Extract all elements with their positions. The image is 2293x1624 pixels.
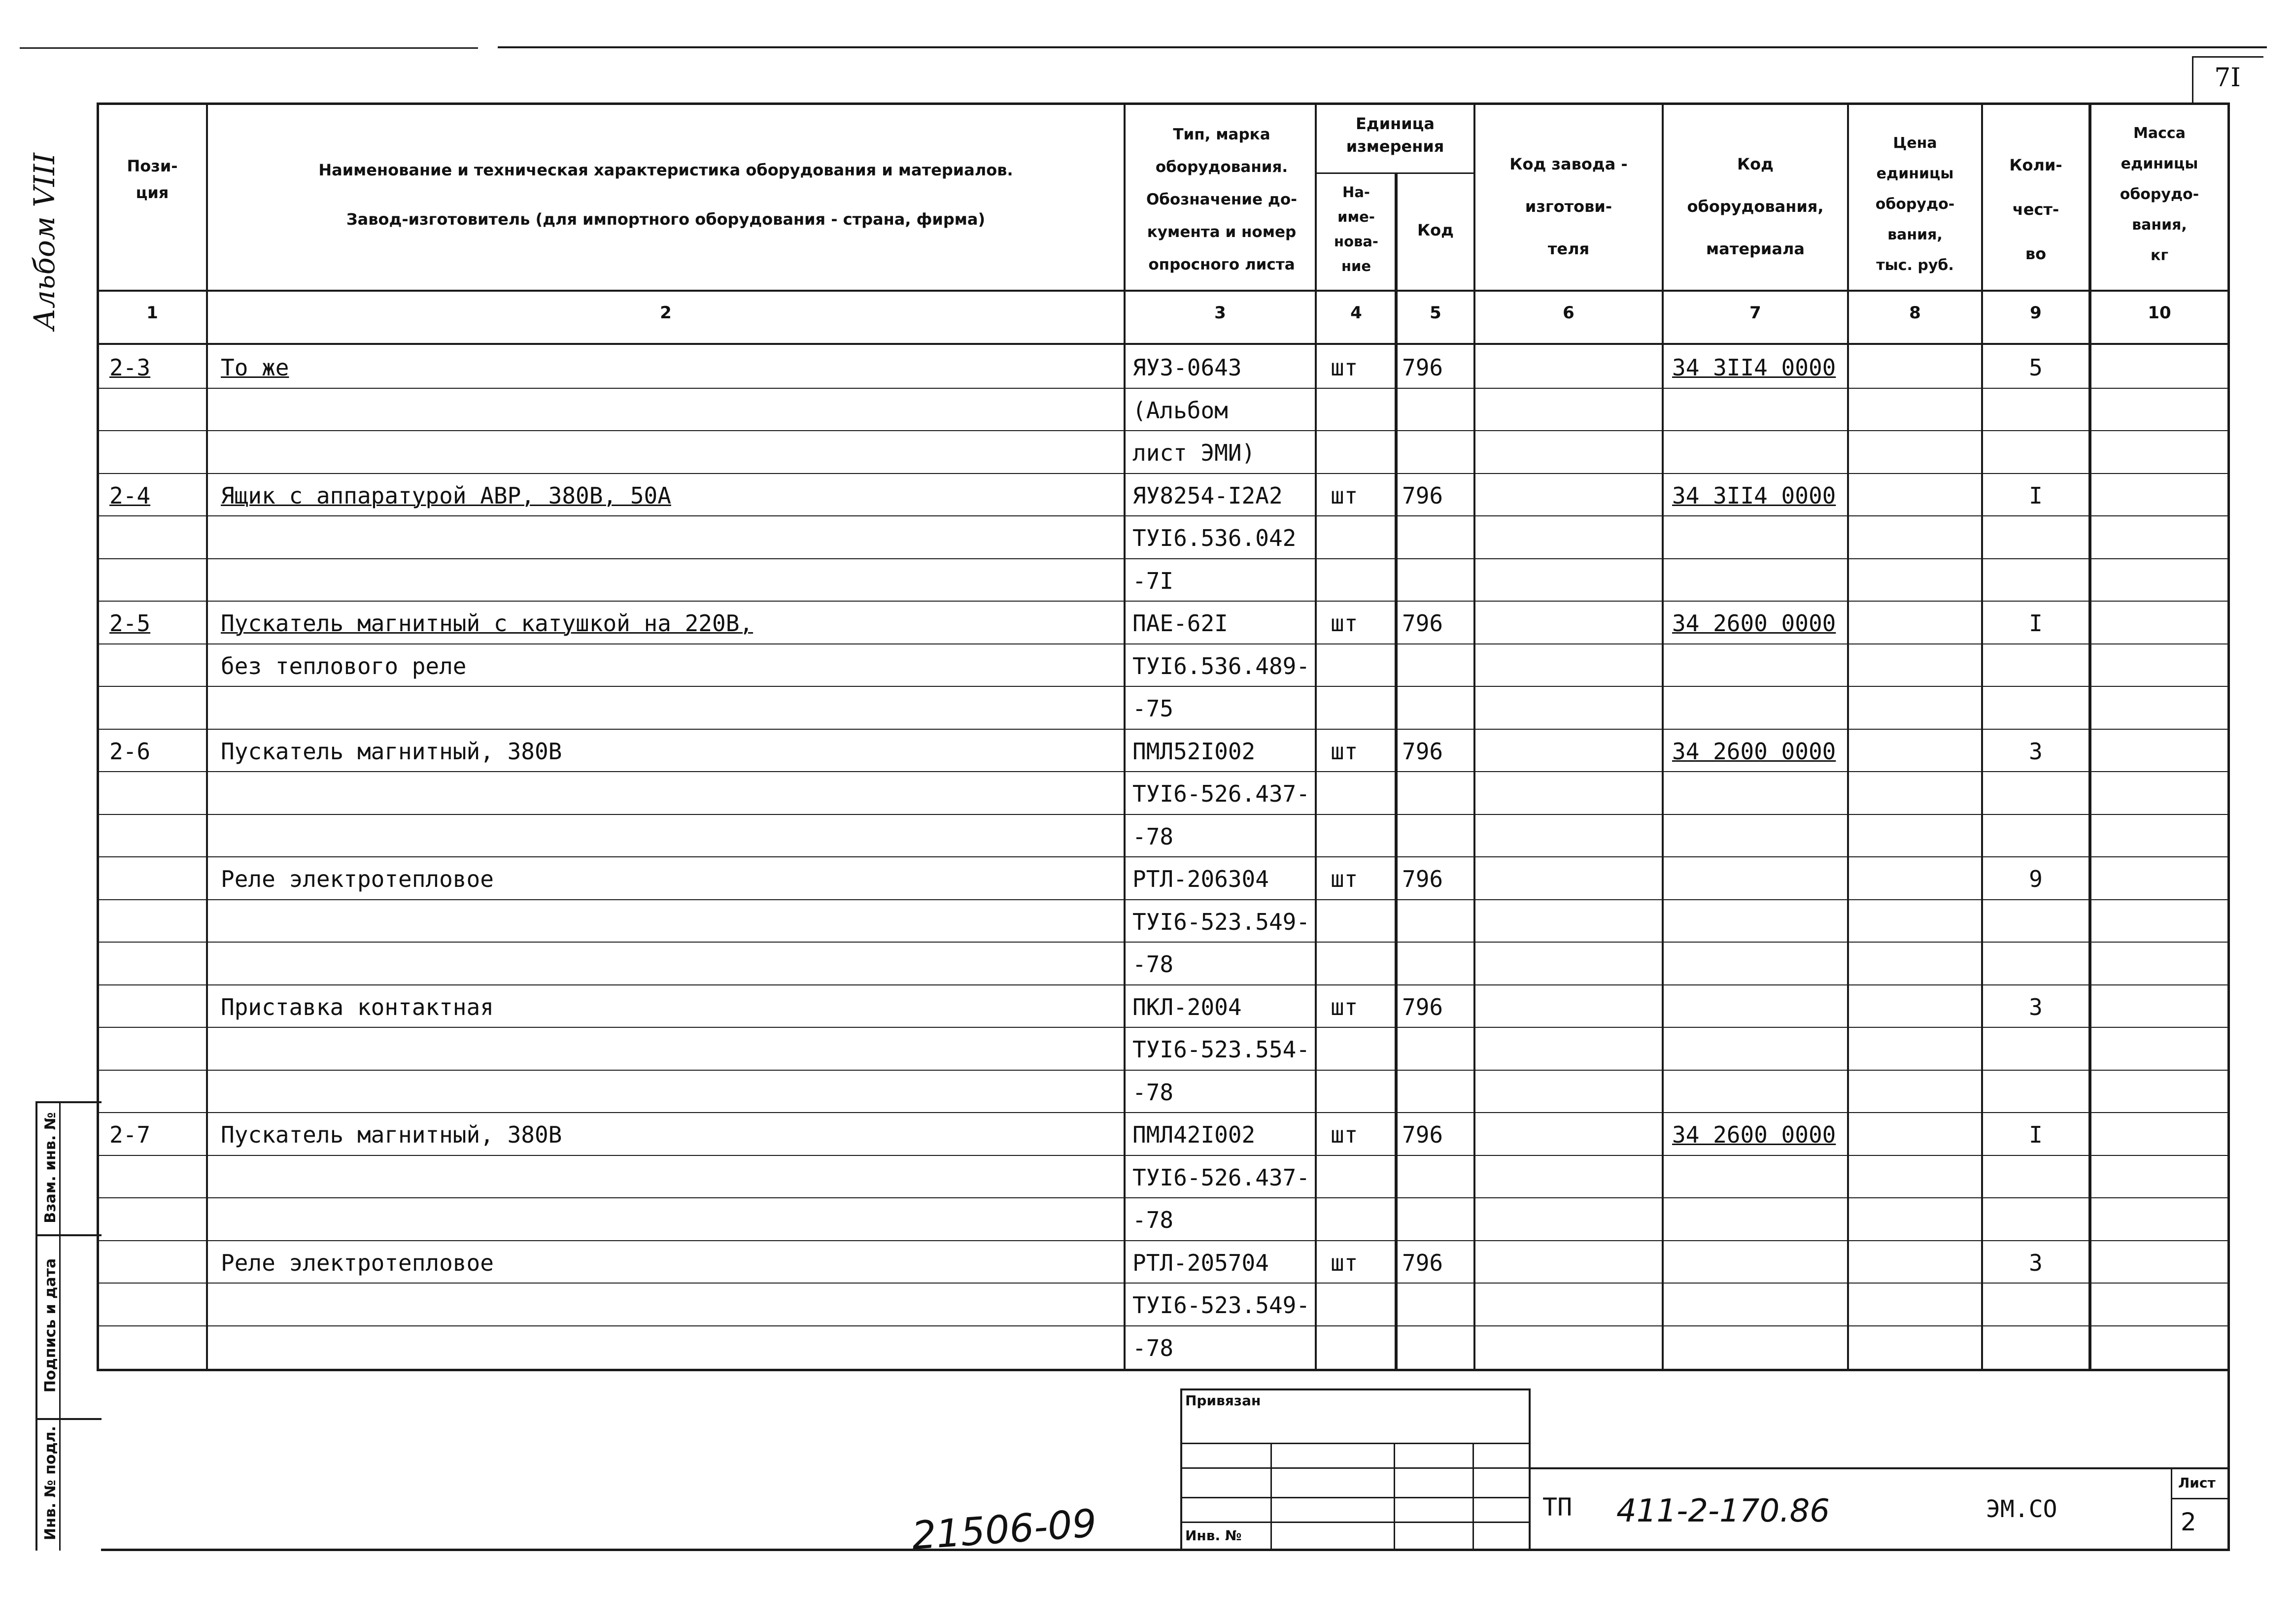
page-number: 7I [2214,63,2241,93]
row-equip: 34 2600 0000 [1672,610,1836,637]
header-unit-name: На- име- нова- ние [1334,184,1378,274]
row-type: ПКЛ-2004 [1132,993,1242,1020]
colnum-5: 5 [1430,303,1441,323]
header-unit: Единица измерения [1346,114,1444,156]
row-unit: шт [1331,610,1358,637]
row-type: РТЛ-206304 [1132,866,1269,892]
stamp-sheet-label: Лист [2178,1475,2216,1491]
header-type: Тип, марка оборудования. Обозначение до- кумента и номер опросного листа [1146,126,1298,273]
colnum-2: 2 [660,303,672,323]
colnum-6: 6 [1563,303,1574,323]
stamp-sheet-number: 2 [2181,1508,2196,1536]
row-code: 796 [1402,738,1443,765]
row-type: ПМЛ42I002 [1132,1121,1256,1148]
row-type: ТУI6-526.437- [1132,780,1310,807]
row-name: Приставка контактная [221,993,494,1020]
row-name: Ящик с аппаратурой АВР, 380В, 50А [221,482,671,509]
row-code: 796 [1402,482,1443,509]
colnum-4: 4 [1350,303,1362,323]
row-type: ТУI6-523.549- [1132,1292,1310,1319]
row-code: 796 [1402,610,1443,637]
side-label-signature: Подпись и дата [42,1258,59,1393]
header-quantity: Коли- чест- во [2009,156,2062,263]
row-type: ТУI6-523.549- [1132,908,1310,935]
stamp-sheet-code: ЭМ.СО [1986,1495,2057,1523]
row-qty: 3 [2029,1249,2043,1276]
row-type: -75 [1132,695,1174,722]
header-unit-code: Код [1417,221,1454,239]
colnum-8: 8 [1909,303,1921,323]
row-qty: 3 [2029,738,2043,765]
row-equip: 34 2600 0000 [1672,1121,1836,1148]
row-name: Пускатель магнитный, 380В [221,1121,562,1148]
row-name: Пускатель магнитный, 380В [221,738,562,765]
row-type: -78 [1132,951,1174,978]
row-name: Пускатель магнитный с катушкой на 220В, [221,610,753,637]
header-name: Наименование и техническая характеристика оборудования и материалов. Завод-изготовитель (для импортного оборудования - страна, фирма) [318,161,1013,229]
side-label-original: Инв. № подл. [42,1425,59,1541]
row-code: 796 [1402,1249,1443,1276]
row-code: 796 [1402,1121,1443,1148]
row-type: РТЛ-205704 [1132,1249,1269,1276]
side-label-replacement: Взам. инв. № [42,1112,59,1223]
row-equip: 34 2600 0000 [1672,738,1836,765]
stamp-privyazan: Привязан [1185,1392,1261,1409]
header-price: Цена единицы оборудо- вания, тыс. руб. [1875,135,1955,274]
stamp-tp-label: ТП [1542,1493,1573,1522]
row-type: -7I [1132,567,1174,594]
row-code: 796 [1402,993,1443,1020]
row-type: -78 [1132,1079,1174,1106]
handwritten-number: 21506-09 [910,1501,1098,1558]
row-type: ЯУЗ-0643 [1132,354,1242,381]
row-type: -78 [1132,1207,1174,1233]
row-type: ПАЕ-62I [1132,610,1228,637]
row-type: лист ЭМИ) [1132,440,1256,466]
row-pos: 2-4 [109,482,151,509]
row-type: -78 [1132,1334,1174,1361]
row-type: ПМЛ52I002 [1132,738,1256,765]
row-qty: I [2029,482,2043,509]
row-type: -78 [1132,823,1174,850]
row-pos: 2-6 [109,738,151,765]
row-type: ТУI6.536.042 [1132,525,1297,551]
row-type: (Альбом [1132,397,1228,424]
colnum-9: 9 [2030,303,2042,323]
colnum-10: 10 [2148,303,2171,323]
header-factory-code: Код завода - изготови- теля [1509,155,1628,258]
row-unit: шт [1331,738,1358,765]
header-mass: Масса единицы оборудо- вания, кг [2120,125,2199,264]
row-unit: шт [1331,354,1358,381]
row-name: То же [221,354,289,381]
row-qty: I [2029,1121,2043,1148]
row-qty: 5 [2029,354,2043,381]
album-label: Альбом VIII [28,153,61,330]
row-unit: шт [1331,482,1358,509]
row-name: Реле электротепловое [221,866,494,892]
row-type: ТУI6.536.489- [1132,652,1310,679]
header-equipment-code: Код оборудования, материала [1687,155,1824,258]
row-qty: I [2029,610,2043,637]
row-unit: шт [1331,866,1358,892]
row-qty: 9 [2029,866,2043,892]
header-position: Пози- ция [127,157,178,202]
stamp-inv-no: Инв. № [1185,1527,1242,1544]
row-unit: шт [1331,993,1358,1020]
colnum-7: 7 [1749,303,1761,323]
row-code: 796 [1402,866,1443,892]
row-qty: 3 [2029,993,2043,1020]
row-pos: 2-3 [109,354,151,381]
row-type: ТУI6-523.554- [1132,1036,1310,1063]
row-equip: 34 3II4 0000 [1672,482,1836,509]
row-equip: 34 3II4 0000 [1672,354,1836,381]
row-code: 796 [1402,354,1443,381]
colnum-1: 1 [146,303,158,323]
stamp-tp-number: 411-2-170.86 [1616,1493,1830,1529]
row-pos: 2-5 [109,610,151,637]
row-unit: шт [1331,1249,1358,1276]
row-type: ЯУ8254-I2А2 [1132,482,1283,509]
row-name: без теплового реле [221,652,467,679]
row-type: ТУI6-526.437- [1132,1164,1310,1191]
colnum-3: 3 [1214,303,1226,323]
row-name: Реле электротепловое [221,1249,494,1276]
row-pos: 2-7 [109,1121,151,1148]
row-unit: шт [1331,1121,1358,1148]
